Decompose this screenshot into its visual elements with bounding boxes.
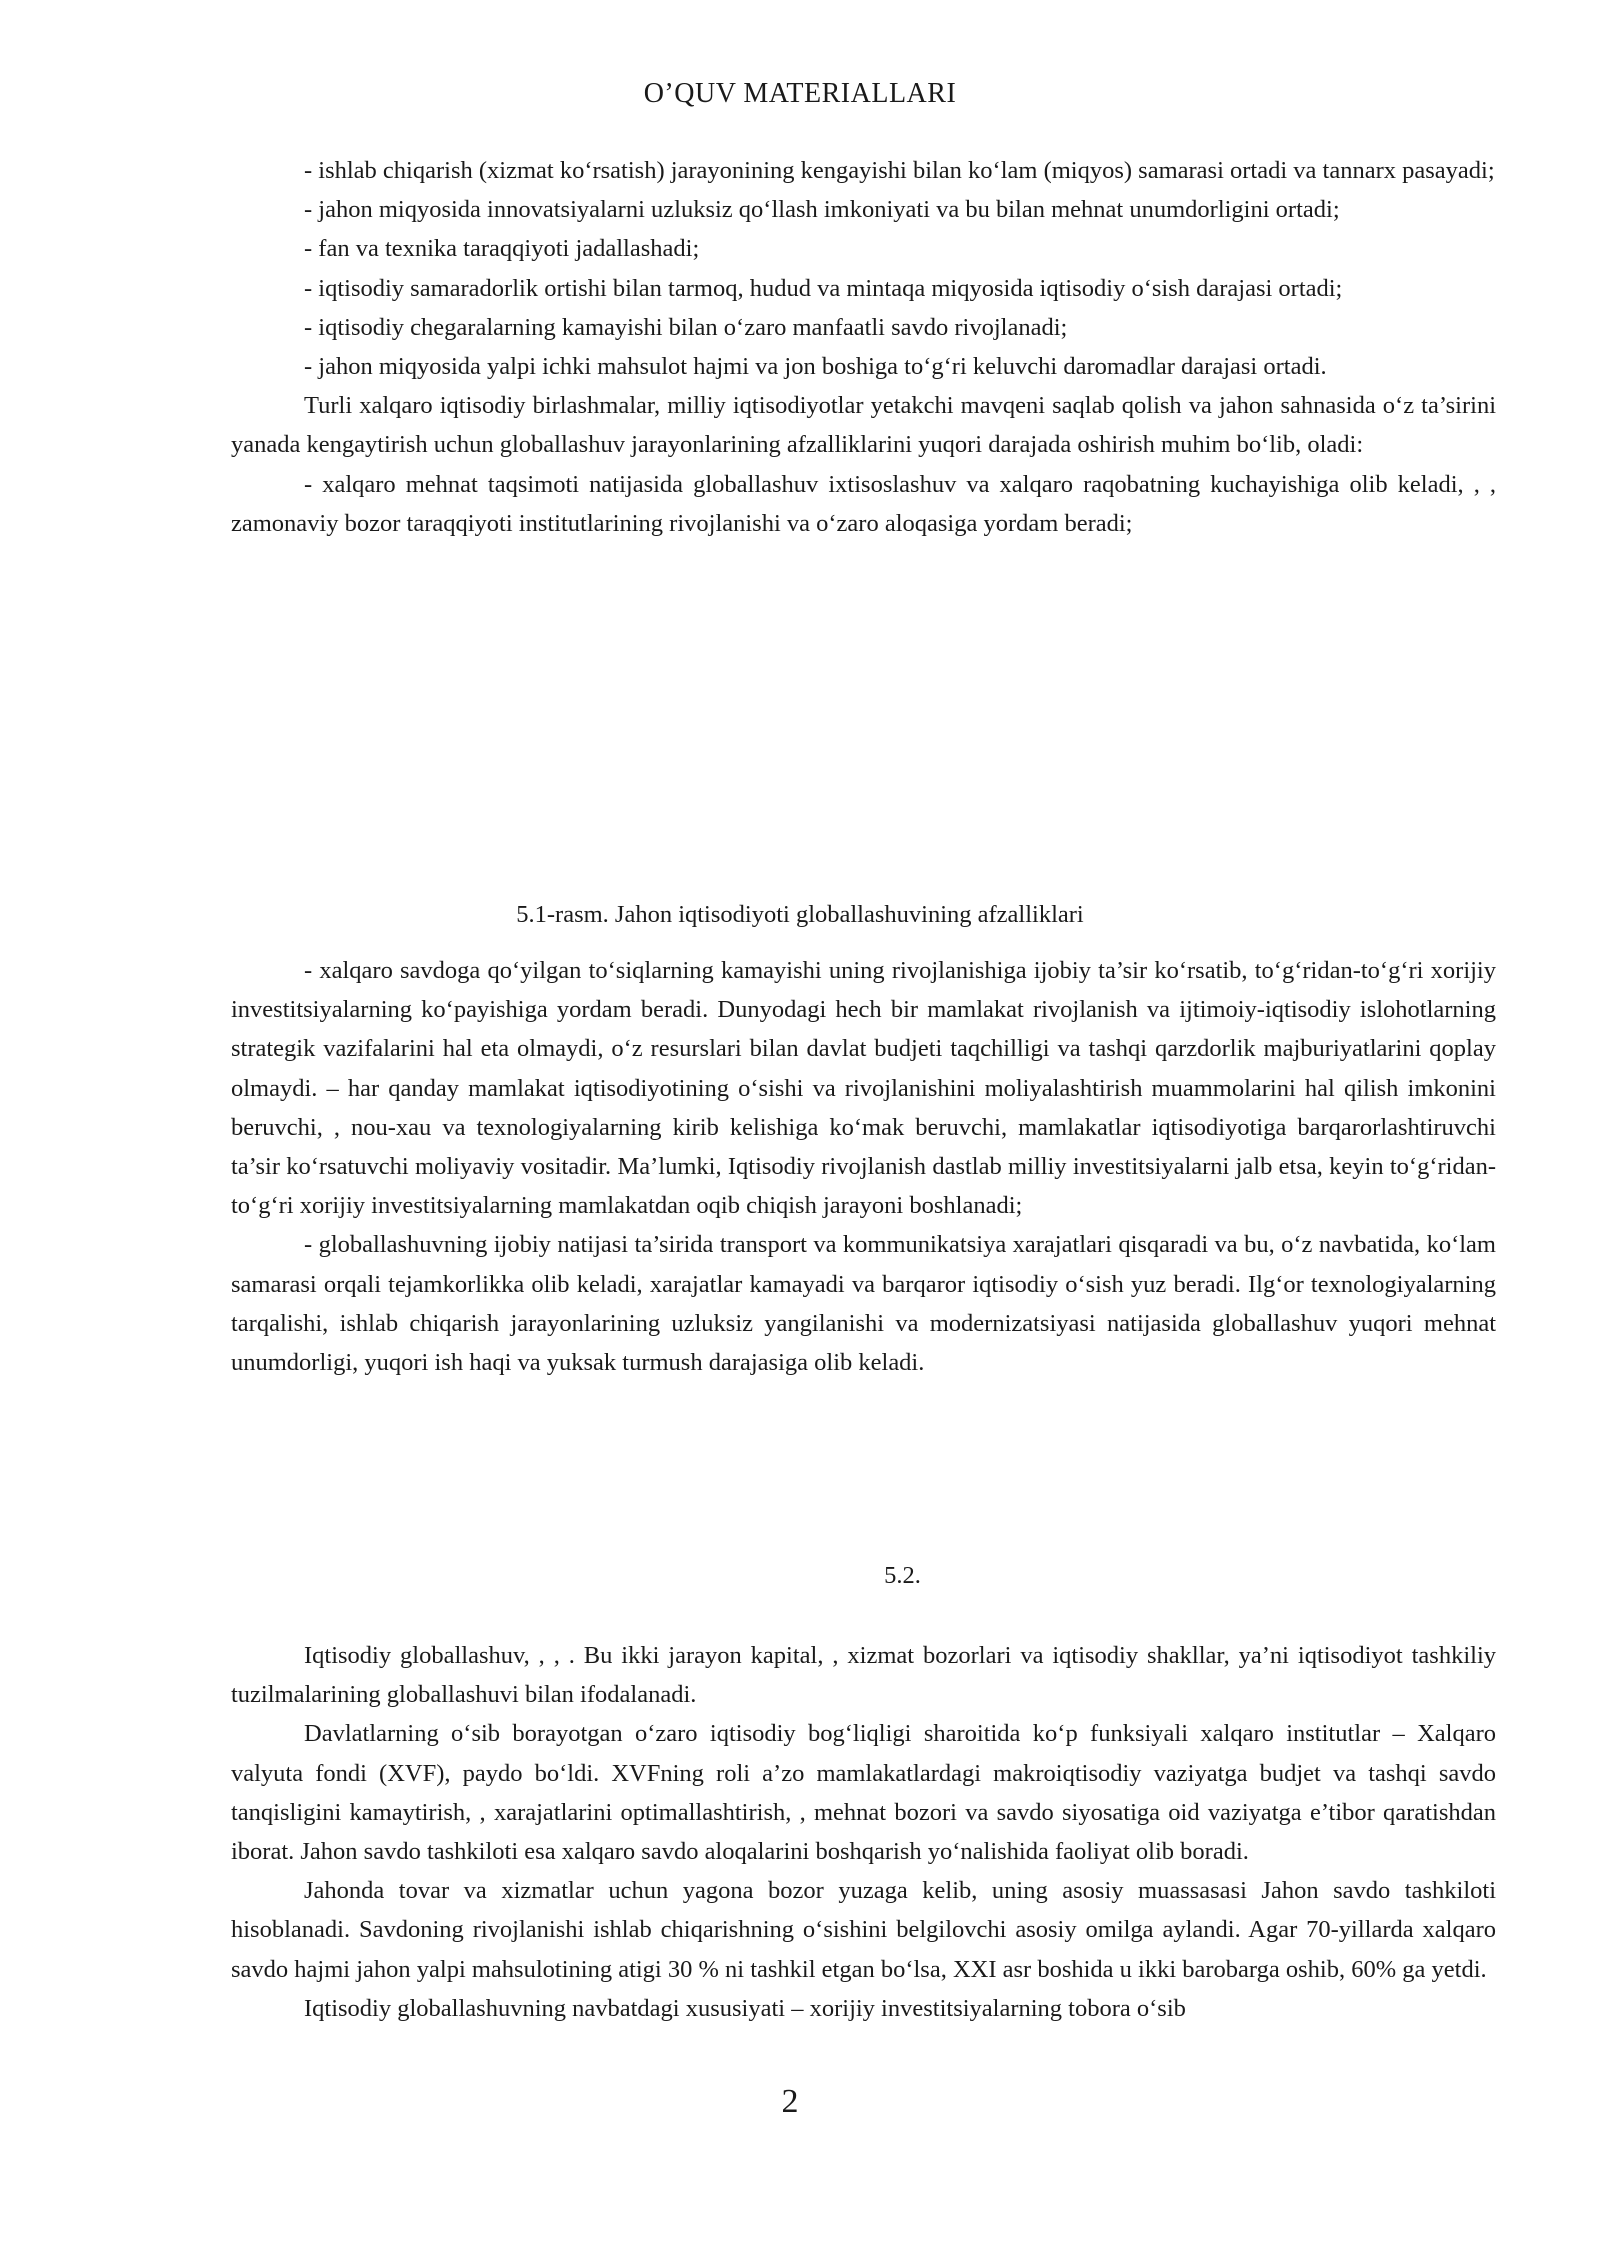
page-number: 2 (781, 2083, 799, 2120)
section-number: 5.2. (884, 1562, 921, 1589)
paragraph: Turli xalqaro iqtisodiy birlashmalar, milliy iqtisodiyotlar yetakchi mavqeni saqlab qolish va jahon sahnasida o‘z ta’sirini yanada kengaytirish uchun globallashuv jarayonlarining afzalliklarini yuqori darajada oshirish muhim bo‘lib, oladi: (231, 392, 1496, 459)
advantages-continued (231, 951, 1496, 1382)
globalization-text (231, 1636, 1496, 2028)
paragraph: Iqtisodiy globallashuv, , , . Bu ikki jarayon kapital, , xizmat bozorlari va iqtisodiy shakllar, ya’ni iqtisodiyot tashkiliy tuzilmalarining globallashuvi bilan ifodalanadi. (231, 1642, 1496, 1709)
advantages-list (231, 151, 1496, 543)
paragraph: - iqtisodiy chegaralarning kamayishi bilan o‘zaro manfaatli savdo rivojlanadi; (304, 313, 1068, 341)
paragraph: - ishlab chiqarish (xizmat ko‘rsatish) jarayonining kengayishi bilan ko‘lam (miqyos) samarasi ortadi va tannarx pasayadi; (304, 157, 1495, 184)
paragraph: Jahonda tovar va xizmatlar uchun yagona bozor yuzaga kelib, uning asosiy muassasasi Jahon savdo tashkiloti hisoblanadi. Savdoning rivojlanishi ishlab chiqarishning o‘sishini belgilovchi asosiy omilga aylandi. Agar 70-yillarda xalqaro savdo hajmi jahon yalpi mahsulotining atigi 30 % ni tashkil etgan bo‘lsa, XXI asr boshida u ikki barobarga oshib, 60% ga yetdi. (231, 1877, 1496, 1983)
paragraph: Iqtisodiy globallashuvning navbatdagi xususiyati – xorijiy investitsiyalarning tobora o‘sib (304, 1994, 1186, 2022)
paragraph: - xalqaro mehnat taqsimoti natijasida globallashuv ixtisoslashuv va xalqaro raqobatning kuchayishiga olib keladi, , , zamonaviy bozor taraqqiyoti institutlarining rivojlanishi va o‘zaro aloqasiga yordam beradi; (231, 470, 1496, 537)
paragraph: Davlatlarning o‘sib borayotgan o‘zaro iqtisodiy bog‘liqligi sharoitida ko‘p funksiyali xalqaro institutlar – Xalqaro valyuta fondi (XVF), paydo bo‘ldi. XVFning roli a’zo mamlakatlardagi makroiqtisodiy vaziyatga budjet va tashqi savdo tanqisligini kamaytirish, , xarajatlarini optimallashtirish, , mehnat bozori va savdo siyosatiga oid vaziyatga e’tibor qaratishdan iborat. Jahon savdo tashkiloti esa xalqaro savdo aloqalarini boshqarish yo‘nalishida faoliyat olib boradi. (231, 1720, 1496, 1866)
paragraph: - xalqaro savdoga qo‘yilgan to‘siqlarning kamayishi uning rivojlanishiga ijobiy ta’sir ko‘rsatib, to‘g‘ridan-to‘g‘ri xorijiy investitsiyalarning ko‘payishiga yordam beradi. Dunyodagi hech bir mamlakat rivojlanish va ijtimoiy-iqtisodiy islohotlarning strategik vazifalarini hal eta olmaydi, o‘z resurslari bilan davlat budjeti taqchilligi va tashqi qarzdorlik majburiyatlarini qoplay olmaydi. – har qanday mamlakat iqtisodiyotining o‘sishi va rivojlanishini moliyalashtirish muammolarini hal qilish imkonini beruvchi, , nou-xau va texnologiyalarning kirib kelishiga ko‘mak beruvchi, mamlakatlar iqtisodiyotiga barqarorlashtiruvchi ta’sir ko‘rsatuvchi moliyaviy vositadir. Ma’lumki, Iqtisodiy rivojlanish dastlab milliy investitsiyalarni jalb etsa, keyin to‘g‘ridan-to‘g‘ri xorijiy investitsiyalarning mamlakatdan oqib chiqish jarayoni boshlanadi; (231, 957, 1496, 1220)
paragraph: - jahon miqyosida yalpi ichki mahsulot hajmi va jon boshiga to‘g‘ri keluvchi daromadlar darajasi ortadi. (304, 353, 1327, 381)
paragraph: - fan va texnika taraqqiyoti jadallashadi; (304, 235, 700, 263)
paragraph: - iqtisodiy samaradorlik ortishi bilan tarmoq, hudud va mintaqa miqyosida iqtisodiy o‘sish darajasi ortadi; (304, 274, 1343, 302)
page-header: O’QUV MATERIALLARI (643, 78, 957, 109)
paragraph: - jahon miqyosida innovatsiyalarni uzluksiz qo‘llash imkoniyati va bu bilan mehnat unumdorligini ortadi; (304, 196, 1340, 224)
paragraph: - globallashuvning ijobiy natijasi ta’sirida transport va kommunikatsiya xarajatlari qisqaradi va bu, o‘z navbatida, ko‘lam samarasi orqali tejamkorlikka olib keladi, xarajatlar kamayadi va barqaror iqtisodiy o‘sish yuz beradi. Ilg‘or texnologiyalarning tarqalishi, ishlab chiqarish jarayonlarining uzluksiz yangilanishi va modernizatsiyasi natijasida globallashuv yuqori mehnat unumdorligi, yuqori ish haqi va yuksak turmush darajasiga olib keladi. (231, 1231, 1496, 1377)
figure-caption: 5.1-rasm. Jahon iqtisodiyoti globallashuvining afzalliklari (516, 901, 1084, 928)
